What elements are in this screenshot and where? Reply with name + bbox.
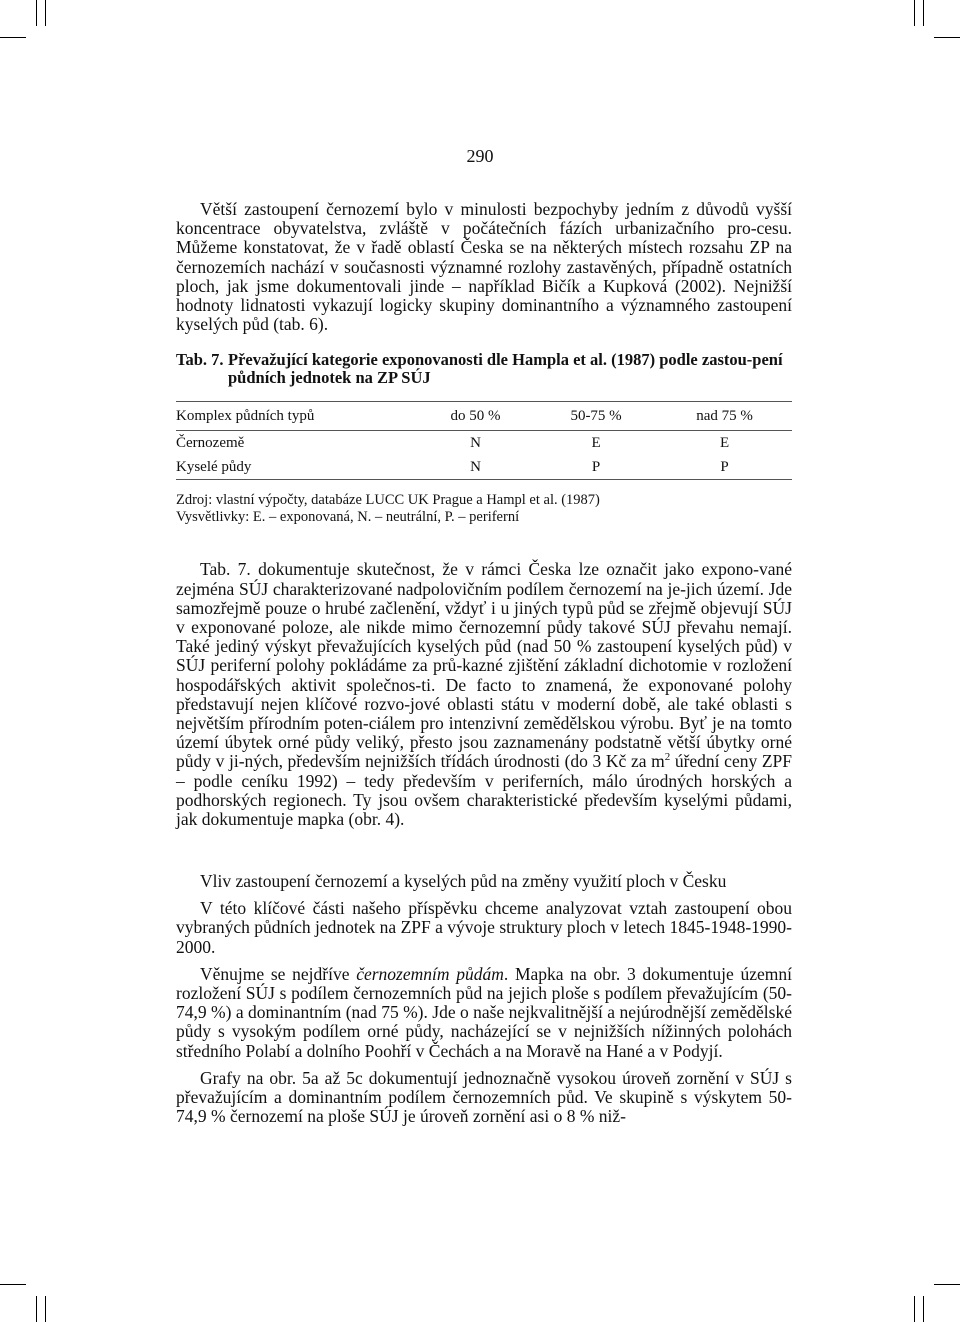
table-header-cell: nad 75 % xyxy=(657,402,792,431)
discussion-text-end: úřední ceny ZPF – podle ceníku 1992) – tedy především v periferních, málo úrodných horských a podhorských regionech. Ty jsou ovšem charakteristické především kyselými půdami, jak dokumentuje mapka (obr. 4). xyxy=(176,751,792,830)
crop-mark xyxy=(934,1284,960,1285)
soil-exposure-table xyxy=(176,401,792,480)
table-legend: Vysvětlivky: E. – exponovaná, N. – neutrální, P. – periferní xyxy=(176,509,520,526)
table-cell: P xyxy=(657,455,792,480)
table-caption-text: Převažující kategorie exponovanosti dle Hampla et al. (1987) podle zastou-pení půdních jednotek na ZP SÚJ xyxy=(228,350,783,388)
table-row xyxy=(176,455,792,480)
section-paragraph: V této klíčové části našeho příspěvku chceme analyzovat vztah zastoupení obou vybraných půdních jednotek na ZPF a vývoje struktury ploch v letech 1845-1948-1990-2000. xyxy=(176,898,792,957)
section-heading: Vliv zastoupení černozemí a kyselých půd na změny využití ploch v Česku xyxy=(200,871,727,892)
discussion-paragraph xyxy=(176,560,792,829)
table-cell: P xyxy=(535,455,657,480)
emphasis-text: černozemním půdám xyxy=(356,963,504,984)
crop-mark xyxy=(36,1296,37,1322)
paragraph-text: . Mapka na obr. 3 dokumentuje územní rozložení SÚJ s podílem černozemních půd na jejich ploše s podílem převažujícím (50-74,9 %) a dominantním (nad 75 %). Jde o naše nejkvalitnější a nejúrodnější zemědělské půdy s vysokým podílem orné půdy, nacházející se v nejnižších nížinných polohách středního Polabí a dolního Poohří v Čechách a na Moravě na Hané a v Podyjí. xyxy=(176,963,793,1061)
table-notes xyxy=(176,492,792,526)
intro-paragraph: Větší zastoupení černozemí bylo v minulosti bezpochyby jedním z důvodů vyšší koncentrace obyvatelstva, zvláště v počátečních fázích urbanizačního pro-cesu. Můžeme konstatovat, že v řadě oblastí Česka se na některých místech rozsahu ZP na černozemích nachází v současnosti významné rozlohy zastavěných, případně ostatních ploch, jak jsme dokumentovali jinde – například Bičík a Kupková (2002). Nejnižší hodnoty lidnatosti vykazují logicky skupiny dominantního a významného zastoupení kyselých půd (tab. 6). xyxy=(176,199,792,335)
crop-mark xyxy=(0,37,26,38)
table-cell: E xyxy=(719,434,730,451)
section-paragraph xyxy=(176,965,792,1061)
table-header-row xyxy=(176,402,792,431)
superscript: 2 xyxy=(664,751,671,764)
table-caption xyxy=(176,351,792,387)
table-header-cell: Komplex půdních typů xyxy=(176,402,416,431)
table-header-cell: 50-75 % xyxy=(535,402,657,431)
crop-mark xyxy=(914,0,915,26)
crop-mark xyxy=(914,1296,915,1322)
table-cell: Černozemě xyxy=(176,434,245,451)
section-paragraph: Grafy na obr. 5a až 5c dokumentují jednoznačně vysokou úroveň zornění v SÚJ s převažujícím a dominantním podílem černozemních půd. Ve skupině s výskytem 50-74,9 % černozemí na ploše SÚJ je úroveň zornění asi o 8 % niž- xyxy=(176,1067,792,1127)
discussion-text: Tab. 7. dokumentuje skutečnost, že v rámci Česka lze označit jako expono-vané zejména SÚJ charakterizované nadpolovičním podílem černozemí na je-jich území. Jde samozřejmě pouze o hrubé začlenění, vždyť i u jiných typů půd se zřejmě objevují SÚJ v exponované poloze, ale nikde mimo černozemní půdy takové SÚJ převahu nemají. Také jediný výskyt převažujících kyselých půd (nad 50 % zastoupení kyselých půd) v SÚJ periferní polohy pokládáme za prů-kazné zjištění základní dichotomie v rozložení hospodářských aktivit společnos-ti. De facto to znamená, že exponované polohy představují nejen klíčové rozvo-jové oblasti státu v moderní době, ale také oblasti s největším přírodním poten-ciálem pro intenzivní zemědělskou výrobu. Byť je na tomto území úbytek orné půdy veliký, přesto jsou zaznamenány podstatně větší úbytky orné půdy v ji-ných, především nejnižších třídách úrodnosti (do 3 Kč za m xyxy=(176,559,792,772)
table-cell: Kyselé půdy xyxy=(176,455,416,480)
table-row xyxy=(176,431,792,456)
table-source: Zdroj: vlastní výpočty, databáze LUCC UK Prague a Hampl et al. (1987) xyxy=(176,492,600,509)
crop-mark xyxy=(923,0,924,26)
page-number: 290 xyxy=(466,146,494,166)
crop-mark xyxy=(45,1296,46,1322)
crop-mark xyxy=(934,37,960,38)
crop-mark xyxy=(45,0,46,26)
page-content xyxy=(176,200,792,1127)
table-header-cell: do 50 % xyxy=(416,402,535,431)
table-cell: N xyxy=(416,455,535,480)
table-cell: E xyxy=(591,434,601,451)
table-caption-label: Tab. 7. xyxy=(176,350,224,370)
paragraph-text: Věnujme se nejdříve xyxy=(200,963,357,984)
table-cell: N xyxy=(470,434,481,451)
crop-mark xyxy=(0,1284,26,1285)
crop-mark xyxy=(36,0,37,26)
crop-mark xyxy=(923,1296,924,1322)
